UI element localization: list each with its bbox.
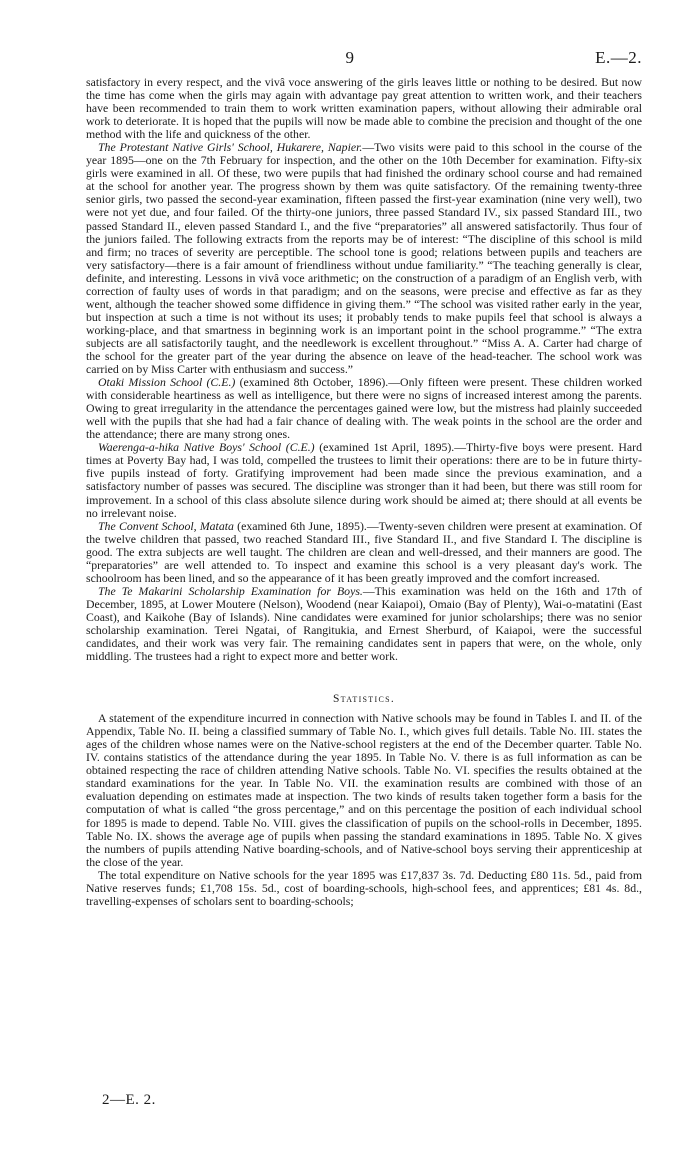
paragraph-text: —Two visits were paid to this school in the course of the year 1895—one on the 7th February for inspection, and the other on the 10th December for examination. Fifty-six girls were examined in all. Of these, two were pupils that had finished the ordinary school course and had remained at the school for another year. The progress shown by them was quite satisfactory. Of the remaining twenty-three senior girls, two passed the second-year examination, fifteen passed the first-year examination (nine very well), two were not yet due, and four failed. Of the thirty-one juniors, three passed Standard IV., six passed Standard III., two passed Standard II., eleven passed Standard I., and the five “preparatories” all answered satisfactorily. Thus four of the juniors failed. The following extracts from the reports may be of interest: “The discipline of this school is mild and firm; no traces of severity are perceptible. The school tone is good; relations between pupils and teachers are very satisfactory—there is a fair amount of friendliness without undue familiarity.” “The teaching generally is clear, definite, and interesting. Lessons in vivâ voce arithmetic; on the construction of a paradigm of an English verb, with correction of faulty uses of words in that paradigm; and on the seasons, were precise and effective as far as they went, although the teacher showed some diffidence in giving them.” “The school was visited rather early in the year, but inspection at such a time is not without its uses; it probably tends to make pupils feel that school is always a working-place, and that smartness in beginning work is an important point in the school programme.” “The extra subjects are all satisfactorily taught, and the needlework is excellent throughout.” “Miss A. A. Carter had charge of the school for the greater part of the year during the absence on leave of the head-teacher. The school work was carried on by Miss Carter with enthusiasm and success.” — [86, 140, 642, 377]
paragraph-lead: The Protestant Native Girls' School, Hukarere, Napier. — [98, 140, 363, 155]
paragraph-text: satisfactory in every respect, and the vivâ voce answering of the girls leaves little or nothing to be desired. But now the time has come when the girls may again with advantage pay great attention to written work, and their teachers have been recommended to train them to work written examination papers, without allowing their admirable oral work to deteriorate. It is hoped that the pupils will now be made able to combine the precision and thought of the one method with the life and quickness of the other. — [86, 75, 642, 142]
paragraph-lead: The Convent School, Matata — [98, 518, 234, 533]
body-text — [86, 76, 642, 908]
paragraph-lead: The Te Makarini Scholarship Examination for Boys. — [98, 583, 363, 598]
paragraph-text: (examined 6th June, 1895).—Twenty-seven children were present at examination. Of the twelve children that passed, two reached Standard III., five Standard II., and five Standard I. The discipline is good. The extra subjects are well taught. The children are clean and well-dressed, and their manners are good. The “preparatories” are well attended to. To inspect and examine this school is a very pleasant day's work. The schoolroom has been lined, and so the appearance of it has been greatly improved and the comfort increased. — [86, 518, 642, 585]
paragraph-expenditure: The total expenditure on Native schools for the year 1895 was £17,837 3s. 7d. Deducting £80 11s. 5d., paid from Native reserves funds; £1,708 15s. 5d., cost of boarding-schools, high-school fees, and apprentices; £81 4s. 8d., travelling-expenses of scholars sent to boarding-schools; — [86, 867, 642, 908]
document-reference: E.—2. — [595, 48, 642, 67]
paragraph-hukarere — [86, 141, 642, 376]
paragraph-text: —This examination was held on the 16th and 17th of December, 1895, at Lower Moutere (Nelson), Woodend (near Kaiapoi), Omaio (Bay of Plenty), Wai-o-matatini (East Coast), and Kaikohe (Bay of Islands). Nine candidates were examined for junior scholarships; there was no senior scholarship examination. Terei Ngatai, of Rangitukia, and Ernest Sherburd, of Kaiapoi, were the successful candidates, and their work was very fair. The remaining candidates sent in papers that were, on the whole, only middling. The trustees had a right to expect more and better work. — [86, 583, 643, 664]
page-number: 9 — [345, 48, 355, 67]
paragraph-text: (examined 8th October, 1896).—Only fifteen were present. These children worked with considerable heartiness as well as intelligence, but there were no signs of increased interest among the parents. Owing to great irregularity in the attendance the percentages gained were low, but the mistress had plainly succeeded well with the pupils that she had had a fair chance of dealing with. The weak points in the school are the order and the attendance; there are many strong ones. — [86, 375, 642, 442]
section-heading: Statistics. — [332, 693, 396, 706]
paragraph-otaki — [86, 376, 642, 441]
paragraph-lead: Waerenga-a-hika Native Boys' School (C.E.) — [98, 440, 315, 455]
paragraph-text: (examined 1st April, 1895).—Thirty-five boys were present. Hard times at Poverty Bay had, I was told, compelled the trustees to limit their operations: there are to be in future thirty-five pupils instead of forty. Gratifying improvement had been made since the previous examination, and a satisfactory number of passes was secured. The discipline was stronger than it had been, but there was still room for improvement. In a school of this class absolute silence during work should be aimed at; there should at all events be no irrelevant noise. — [86, 440, 642, 520]
paragraph-waerenga — [86, 441, 642, 519]
signature-mark: 2—E. 2. — [102, 1092, 156, 1108]
paragraph-lead: Otaki Mission School (C.E.) — [98, 375, 236, 390]
paragraph-matata — [86, 520, 642, 585]
paragraph-makarini — [86, 585, 642, 663]
paragraph-statistics: A statement of the expenditure incurred in connection with Native schools may be found in Tables I. and II. of the Appendix, Table No. II. being a classified summary of Table No. I., which gives full details. Table No. III. states the ages of the children whose names were on the Native-school registers at the end of the December quarter. Table No. IV. contains statistics of the attendance during the year 1895. In Table No. V. there is as full information as can be obtained respecting the race of children attending Native schools. Table No. VI. specifies the results obtained at the standard examinations for the year. In Table No. VII. the examination results are combined with those of an evaluation depending on estimates made at inspection. The two kinds of results taken together form a basis for the computation of what is called “the gross percentage,” and on this percentage the position of each individual school for 1895 is made to depend. Table No. VIII. gives the classification of pupils on the school-rolls in December, 1895. Table No. IX. shows the average age of pupils when passing the standard examinations in 1895. Table No. X gives the numbers of pupils attending Native boarding-schools, and of Native-school boys serving their apprenticeship at the close of the year. — [86, 711, 642, 869]
paragraph-continuation — [86, 76, 642, 141]
